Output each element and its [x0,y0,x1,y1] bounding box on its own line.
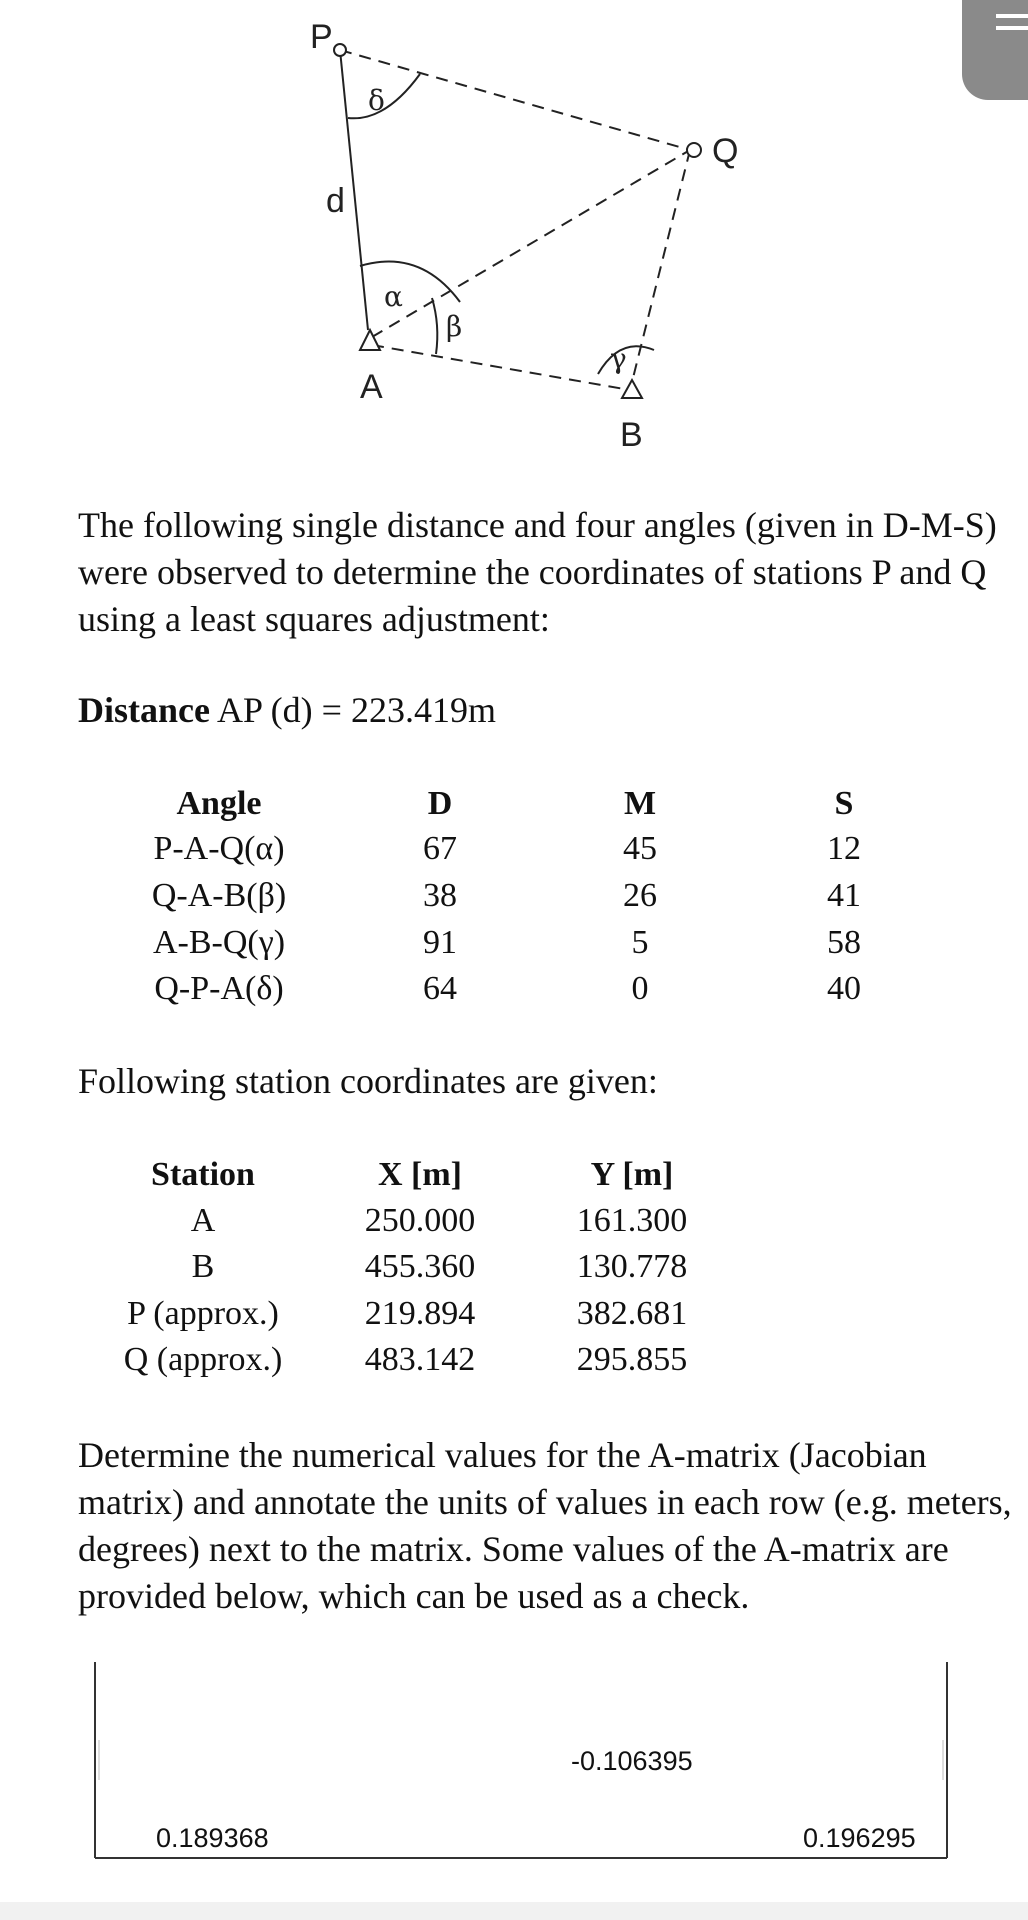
angle-row-s: 41 [827,877,861,914]
coords-header-station: Station [151,1156,255,1193]
distance-line [78,689,496,731]
label-P: P [310,18,333,56]
angles-header-d: D [427,785,453,822]
angle-row-m: 0 [631,970,649,1007]
angle-row-name: P-A-Q(α) [153,830,285,867]
angle-row-s: 40 [827,970,861,1007]
angle-row-d: 64 [423,970,457,1007]
label-alpha: α [384,280,403,313]
label-A: A [360,368,383,406]
angle-row-s: 58 [827,924,861,961]
arc-beta [432,298,437,354]
angles-header-s: S [834,785,854,822]
angle-row-d: 91 [423,924,457,961]
distance-label: Distance [78,690,210,730]
line-AQ [372,150,690,337]
angle-row-s: 12 [827,830,861,867]
angle-row-m: 45 [623,830,657,867]
distance-value: AP (d) = 223.419m [209,690,496,730]
survey-network-diagram [0,0,1028,470]
a-matrix-box [93,1660,949,1860]
label-Q: Q [712,132,739,170]
question-paragraph: Determine the numerical values for the A-matrix (Jacobian matrix) and annotate the units of values in each row (e.g. meters, degrees) next to the matrix. Some values of the A-matrix are provided below, which can be used as a check. [78,1435,1012,1616]
coords-row-y: 161.300 [576,1202,688,1239]
coords-row-x: 455.360 [364,1248,476,1285]
coords-row-station: P (approx.) [127,1295,279,1332]
bottom-strip [0,1902,1028,1920]
coords-row-station: A [190,1202,216,1239]
station-P-marker [334,44,346,56]
coords-row-y: 295.855 [576,1341,688,1378]
angle-row-m: 26 [623,877,657,914]
coords-header-y: Y [m] [590,1156,674,1193]
angle-row-m: 5 [631,924,649,961]
coords-row-x: 483.142 [364,1341,476,1378]
line-AB [372,345,630,390]
coords-row-y: 382.681 [576,1295,688,1332]
coords-intro: Following station coordinates are given: [78,1061,658,1101]
coords-header-x: X [m] [377,1156,463,1193]
angle-row-d: 67 [423,830,457,867]
angle-row-name: Q-P-A(δ) [154,970,284,1007]
label-gamma: γ [610,342,627,375]
coords-row-y: 130.778 [576,1248,688,1285]
matrix-value-1: -0.106395 [571,1746,693,1776]
label-beta: β [446,310,463,343]
coords-row-x: 219.894 [364,1295,476,1332]
intro-paragraph: The following single distance and four angles (given in D-M-S) were observed to determine the coordinates of stations P and Q using a least squares adjustment: [78,505,997,639]
line-PQ [340,50,690,150]
station-B-marker [622,380,642,398]
coords-row-x: 250.000 [364,1202,476,1239]
coords-row-station: B [191,1248,215,1285]
label-B: B [620,416,643,454]
label-delta: δ [368,84,385,117]
angles-header-m: M [623,785,657,822]
coords-row-station: Q (approx.) [123,1341,283,1378]
matrix-value-3: 0.196295 [803,1823,916,1853]
angle-row-name: Q-A-B(β) [151,877,287,914]
angle-row-d: 38 [423,877,457,914]
angle-row-name: A-B-Q(γ) [152,924,286,961]
matrix-value-2: 0.189368 [156,1823,269,1853]
station-Q-marker [687,143,701,157]
arc-alpha [360,262,460,303]
label-d: d [326,182,345,220]
angles-header-angle: Angle [176,785,262,822]
